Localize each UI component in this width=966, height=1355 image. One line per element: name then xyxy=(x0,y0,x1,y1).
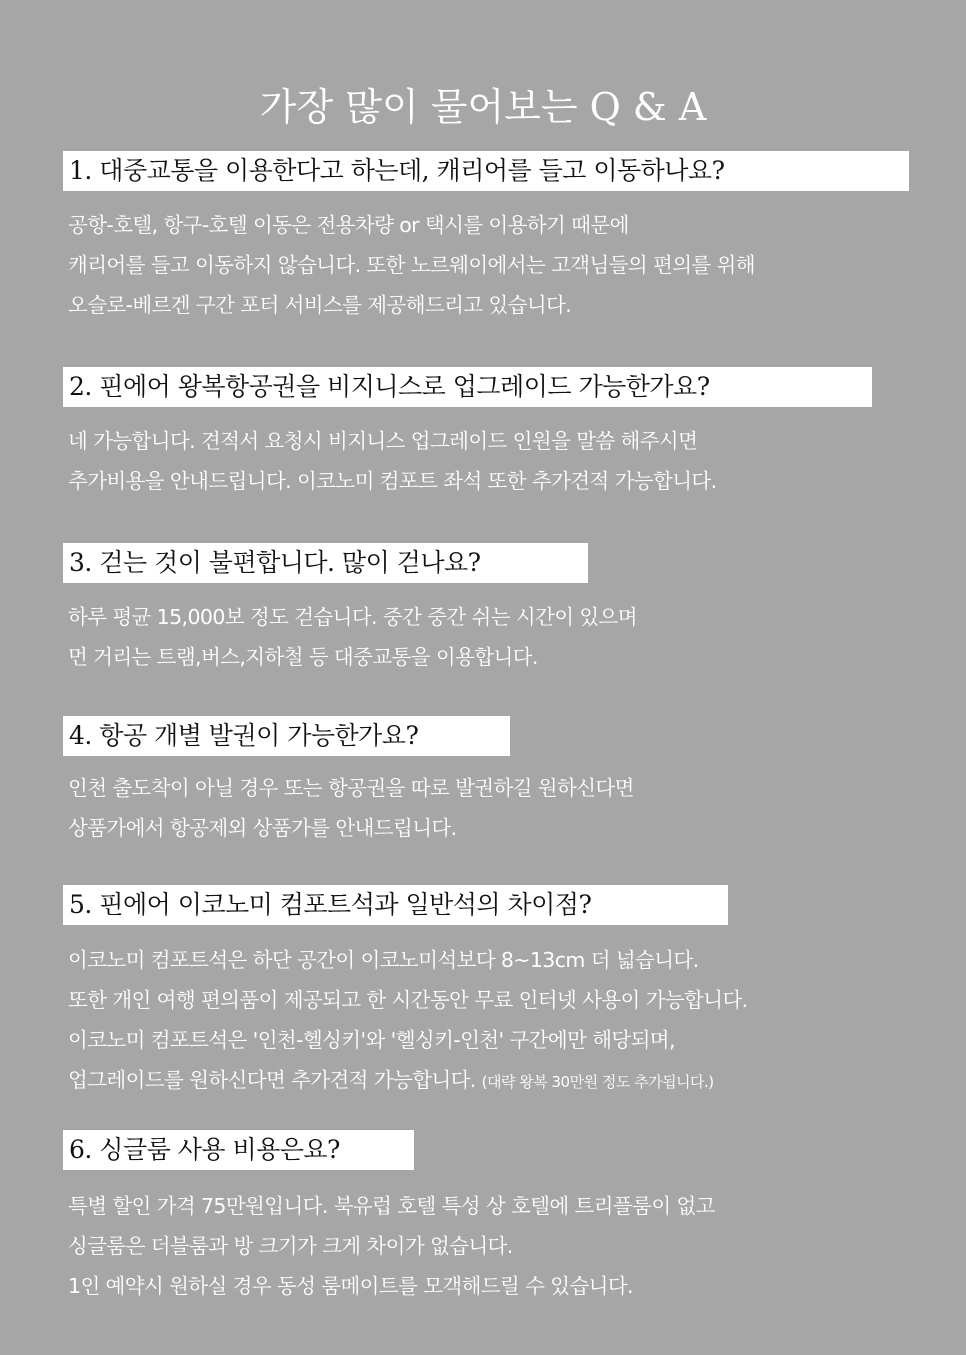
answer-line-text: 업그레이드를 원하신다면 추가견적 가능합니다. xyxy=(68,1068,476,1092)
faq-question-1: 1. 대중교통을 이용한다고 하는데, 캐리어를 들고 이동하나요? xyxy=(63,151,909,191)
answer-line: 이코노미 컴포트석은 '인천-헬싱키'와 '헬싱키-인천' 구간에만 해당되며, xyxy=(68,1028,675,1052)
faq-answer-3 xyxy=(68,597,637,677)
answer-line: 1인 예약시 원하실 경우 동성 룸메이트를 모객해드릴 수 있습니다. xyxy=(68,1274,633,1298)
faq-question-2: 2. 핀에어 왕복항공권을 비지니스로 업그레이드 가능한가요? xyxy=(63,367,872,407)
answer-line: 오슬로-베르겐 구간 포터 서비스를 제공해드리고 있습니다. xyxy=(68,293,572,317)
answer-line: 또한 개인 여행 편의품이 제공되고 한 시간동안 무료 인터넷 사용이 가능합니다. xyxy=(68,988,748,1012)
answer-note: (대략 왕복 30만원 정도 추가됩니다.) xyxy=(481,1073,714,1091)
answer-line: 싱글룸은 더블룸과 방 크기가 크게 차이가 없습니다. xyxy=(68,1234,513,1258)
faq-answer-4 xyxy=(68,768,634,848)
answer-line: 캐리어를 들고 이동하지 않습니다. 또한 노르웨이에서는 고객님들의 편의를 위해 xyxy=(68,253,755,277)
faq-question-5: 5. 핀에어 이코노미 컴포트석과 일반석의 차이점? xyxy=(63,885,728,925)
answer-line: 이코노미 컴포트석은 하단 공간이 이코노미석보다 8~13cm 더 넓습니다. xyxy=(68,948,699,972)
faq-answer-2 xyxy=(68,421,717,501)
answer-line: 공항-호텔, 항구-호텔 이동은 전용차량 or 택시를 이용하기 때문에 xyxy=(68,213,629,237)
answer-line: 먼 거리는 트램,버스,지하철 등 대중교통을 이용합니다. xyxy=(68,645,538,669)
faq-answer-6 xyxy=(68,1186,715,1306)
answer-line: 네 가능합니다. 견적서 요청시 비지니스 업그레이드 인원을 말씀 해주시면 xyxy=(68,429,698,453)
answer-line: 인천 출도착이 아닐 경우 또는 항공권을 따로 발권하길 원하신다면 xyxy=(68,776,634,800)
page-title: 가장 많이 물어보는 Q & A xyxy=(259,85,707,130)
answer-line: 상품가에서 항공제외 상품가를 안내드립니다. xyxy=(68,816,457,840)
faq-answer-1 xyxy=(68,205,755,325)
answer-line: 특별 할인 가격 75만원입니다. 북유럽 호텔 특성 상 호텔에 트리플룸이 없고 xyxy=(68,1194,715,1218)
answer-line: 하루 평균 15,000보 정도 걷습니다. 중간 중간 쉬는 시간이 있으며 xyxy=(68,605,637,629)
answer-line: 추가비용을 안내드립니다. 이코노미 컴포트 좌석 또한 추가견적 가능합니다. xyxy=(68,469,717,493)
faq-answer-5 xyxy=(68,940,748,1100)
answer-line xyxy=(68,1060,748,1100)
faq-question-6: 6. 싱글룸 사용 비용은요? xyxy=(63,1130,414,1170)
faq-question-4: 4. 항공 개별 발권이 가능한가요? xyxy=(63,716,510,756)
faq-question-3: 3. 걷는 것이 불편합니다. 많이 걷나요? xyxy=(63,543,588,583)
